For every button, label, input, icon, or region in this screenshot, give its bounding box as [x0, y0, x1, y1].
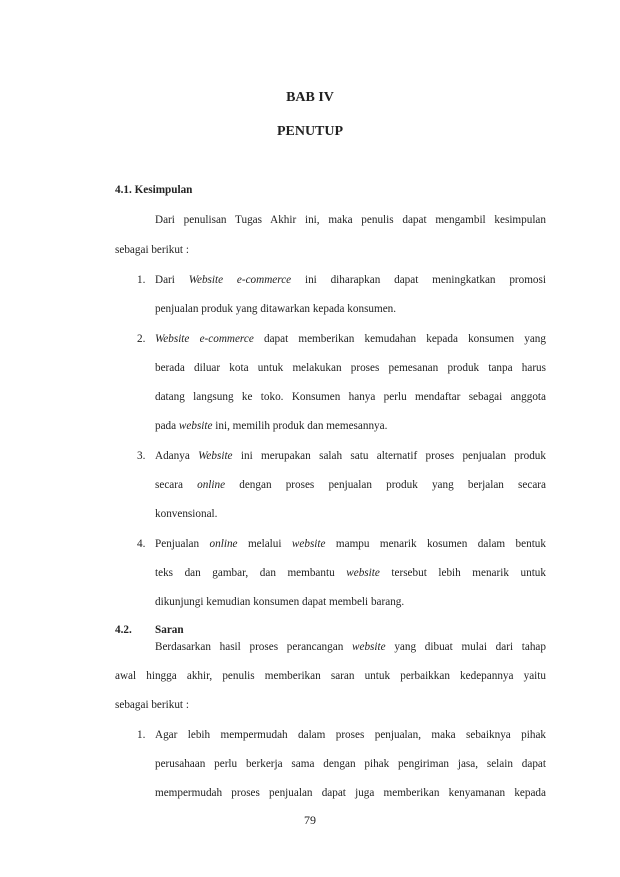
list-number: 1. — [137, 274, 146, 286]
section-heading-saran: Saran — [155, 624, 184, 636]
chapter-title: PENUTUP — [276, 124, 344, 139]
list-item-line: mempermudah proses penjualan dapat juga memberikan kenyamanan kepada — [155, 787, 546, 799]
list-item-line: Website e-commerce dapat memberikan kemudahan kepada konsumen yang — [155, 333, 546, 345]
list-number: 4. — [137, 538, 146, 550]
list-item-line: berada diluar kota untuk melakukan proses pemesanan produk tanpa harus — [155, 362, 546, 374]
list-number: 2. — [137, 333, 146, 345]
list-item-line: Dari Website e-commerce ini diharapkan dapat meningkatkan promosi — [155, 274, 546, 286]
list-item-line: teks dan gambar, dan membantu website tersebut lebih menarik untuk — [155, 567, 546, 579]
section-heading-kesimpulan: 4.1. Kesimpulan — [115, 184, 193, 196]
paragraph-line: sebagai berikut : — [115, 699, 189, 711]
list-item-line: konvensional. — [155, 508, 218, 520]
list-item-line: Penjualan online melalui website mampu menarik kosumen dalam bentuk — [155, 538, 546, 550]
page-number: 79 — [304, 813, 316, 827]
chapter-label: BAB IV — [286, 90, 334, 105]
list-item-line: penjualan produk yang ditawarkan kepada konsumen. — [155, 303, 397, 315]
list-item-line: secara online dengan proses penjualan produk yang berjalan secara — [155, 479, 546, 491]
list-item-line: perusahaan perlu berkerja sama dengan pihak pengiriman jasa, selain dapat — [155, 758, 546, 770]
list-item-line: pada website ini, memilih produk dan memesannya. — [155, 420, 388, 432]
list-item-line: Agar lebih mempermudah dalam proses penjualan, maka sebaiknya pihak — [155, 729, 546, 741]
paragraph-line: awal hingga akhir, penulis memberikan saran untuk perbaikkan kedepannya yaitu — [115, 670, 546, 682]
paragraph-line: Dari penulisan Tugas Akhir ini, maka penulis dapat mengambil kesimpulan — [155, 214, 546, 226]
list-item-line: Adanya Website ini merupakan salah satu alternatif proses penjualan produk — [155, 450, 546, 462]
list-item-line: dikunjungi kemudian konsumen dapat membeli barang. — [155, 596, 405, 608]
section-number-saran: 4.2. — [115, 624, 132, 636]
list-item-line: datang langsung ke toko. Konsumen hanya perlu mendaftar sebagai anggota — [155, 391, 546, 403]
list-number: 1. — [137, 729, 146, 741]
paragraph-line: sebagai berikut : — [115, 244, 189, 256]
list-number: 3. — [137, 450, 146, 462]
paragraph-line: Berdasarkan hasil proses perancangan website yang dibuat mulai dari tahap — [155, 641, 546, 653]
